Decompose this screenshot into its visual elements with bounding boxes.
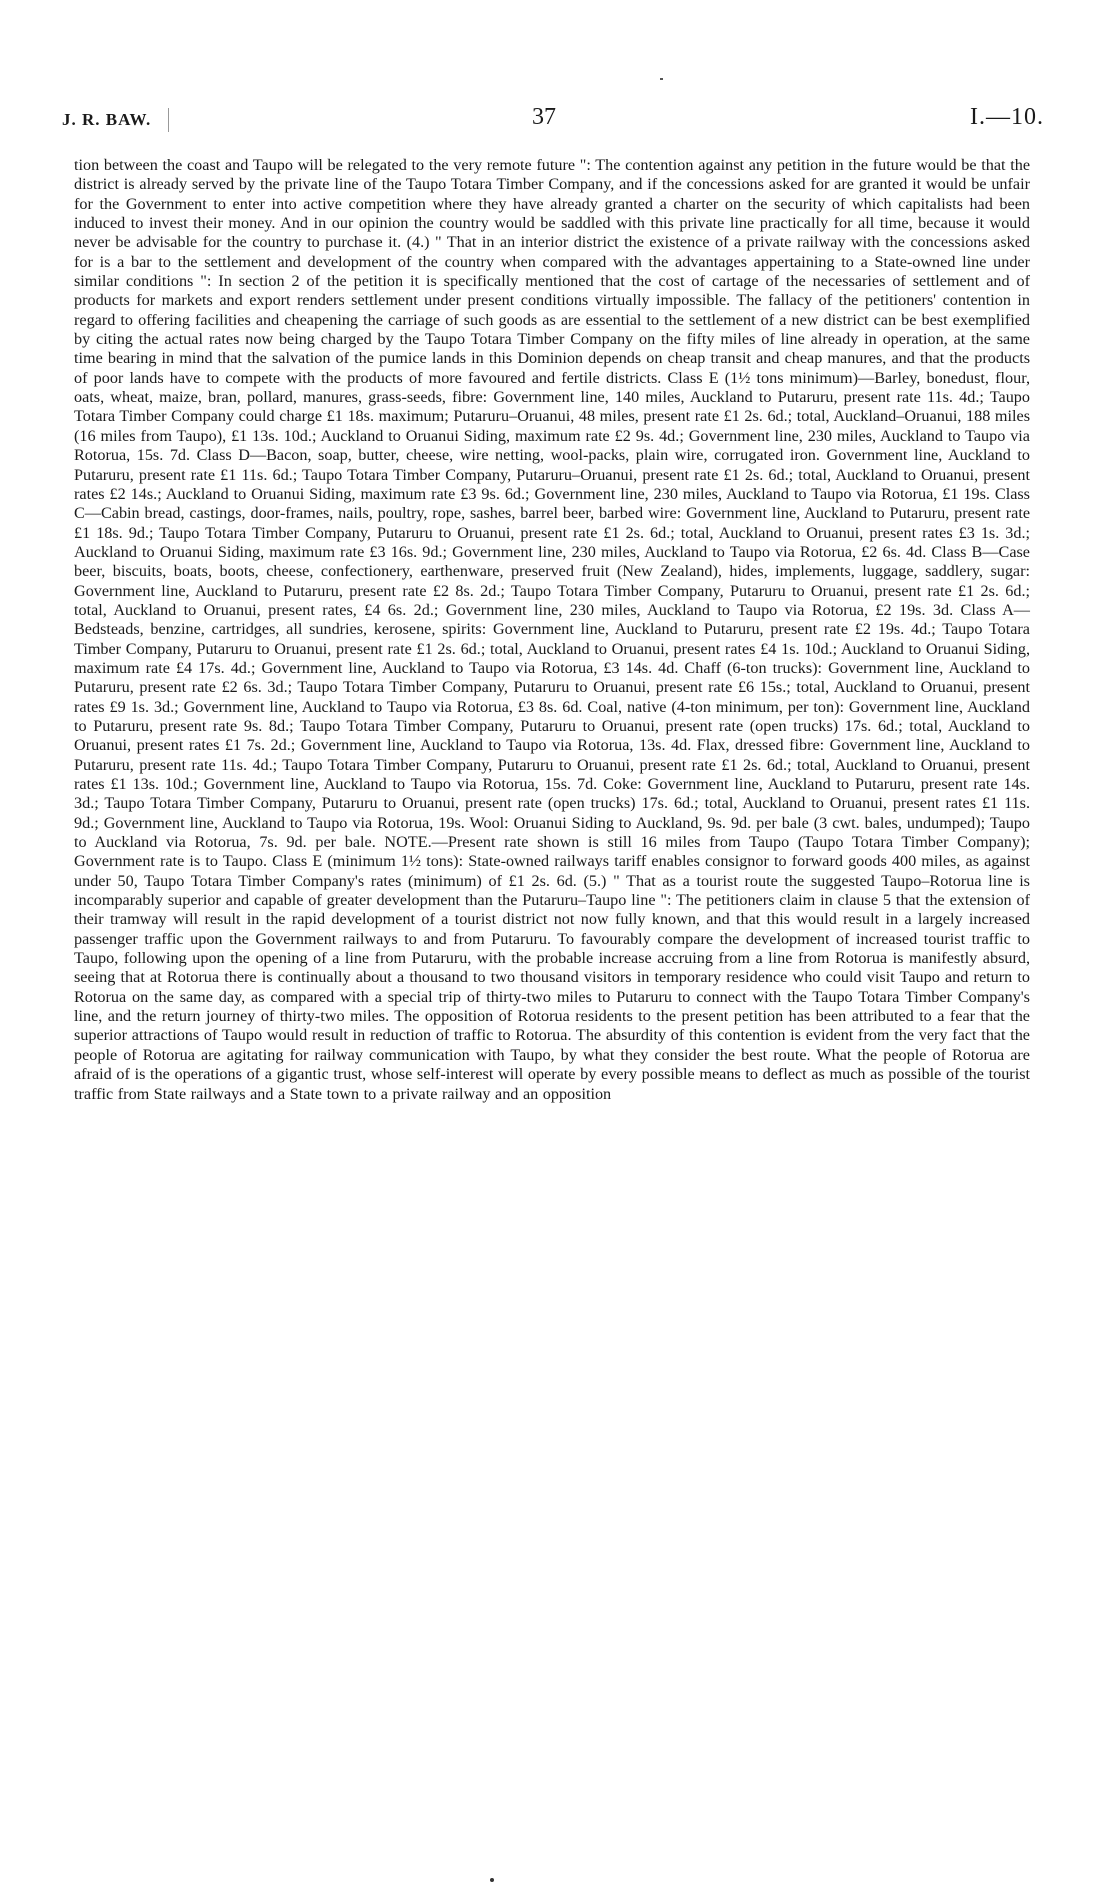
scan-speck xyxy=(660,78,663,80)
page-header xyxy=(62,104,1052,136)
scan-speck-bottom xyxy=(490,1878,494,1882)
paper-reference: I.—10. xyxy=(970,104,1044,130)
main-text xyxy=(74,156,1030,1104)
header-witness-name: J. R. BAW. xyxy=(62,110,152,129)
header-margin-mark xyxy=(168,108,169,132)
page-number: 37 xyxy=(532,104,556,130)
body-paragraph: tion between the coast and Taupo will be relegated to the very remote future ": The contention against any petition in the future would be that the district is already served by the private line of the Taupo Totara Timber Company, and if the concessions asked for are granted it would be unfair for the Government to enter into active competition where they have already granted a charter on the security of which capitalists had been induced to invest their money. And in our opinion the country would be saddled with this private line practically for all time, because it would never be advisable for the country to purchase it. (4.) " That in an interior district the existence of a private railway with the concessions asked for is a bar to the settlement and development of the country when compared with the advantages appertaining to a State-owned line under similar conditions ": In section 2 of the petition it is specifically mentioned that the cost of cartage of the necessaries of settlement and of products for markets and export renders settlement under present conditions virtually impossible. The fallacy of the petitioners' contention in regard to offering facilities and cheapening the carriage of such goods as are essential to the settlement of a new district can be best exemplified by citing the actual rates now being charged by the Taupo Totara Timber Company on the fifty miles of line already in operation, at the same time bearing in mind that the salvation of the pumice lands in this Dominion depends on cheap transit and cheap manures, and that the products of poor lands have to compete with the products of more favoured and fertile districts. Class E (1½ tons minimum)—Barley, bonedust, flour, oats, wheat, maize, bran, pollard, manures, grass-seeds, fibre: Government line, 140 miles, Auckland to Putaruru, present rate 11s. 4d.; Taupo Totara Timber Company could charge £1 18s. maximum; Putaruru–Oruanui, 48 miles, present rate £1 2s. 6d.; total, Auckland–Oruanui, 188 miles (16 miles from Taupo), £1 13s. 10d.; Auckland to Oruanui Siding, maximum rate £2 9s. 4d.; Government line, 230 miles, Auckland to Taupo via Rotorua, 15s. 7d. Class D—Bacon, soap, butter, cheese, wire netting, wool-packs, plain wire, corrugated iron. Government line, Auckland to Putaruru, present rate £1 11s. 6d.; Taupo Totara Timber Company, Putaruru–Oruanui, present rate £1 2s. 6d.; total, Auckland to Oruanui, present rates £2 14s.; Auckland to Oruanui Siding, maximum rate £3 9s. 6d.; Government line, 230 miles, Auckland to Taupo via Rotorua, £1 19s. Class C—Cabin bread, castings, door-frames, nails, poultry, rope, sashes, barrel beer, barbed wire: Government line, Auckland to Putaruru, present rate £1 18s. 9d.; Taupo Totara Timber Company, Putaruru to Oruanui, present rate £1 2s. 6d.; total, Auckland to Oruanui, present rates £3 1s. 3d.; Auckland to Oruanui Siding, maximum rate £3 16s. 9d.; Government line, 230 miles, Auckland to Taupo via Rotorua, £2 6s. 4d. Class B—Case beer, biscuits, boats, boots, cheese, confectionery, earthenware, preserved fruit (New Zealand), hides, implements, luggage, saddlery, sugar: Government line, Auckland to Putaruru, present rate £2 8s. 2d.; Taupo Totara Timber Company, Putaruru to Oruanui, present rate £1 2s. 6d.; total, Auckland to Oruanui, present rates, £4 6s. 2d.; Government line, 230 miles, Auckland to Taupo via Rotorua, £2 19s. 3d. Class A—Bedsteads, benzine, cartridges, all sundries, kerosene, spirits: Government line, Auckland to Putaruru, present rate £2 19s. 4d.; Taupo Totara Timber Company, Putaruru to Oruanui, present rate £1 2s. 6d.; total, Auckland to Oruanui, present rates £4 1s. 10d.; Auckland to Oruanui Siding, maximum rate £4 17s. 4d.; Government line, Auckland to Taupo via Rotorua, £3 14s. 4d. Chaff (6-ton trucks): Government line, Auckland to Putaruru, present rate £2 6s. 3d.; Taupo Totara Timber Company, Putaruru to Oruanui, present rate £6 15s.; total, Auckland to Oruanui, present rates £9 1s. 3d.; Government line, Auckland to Taupo via Rotorua, £3 8s. 6d. Coal, native (4-ton minimum, per ton): Government line, Auckland to Putaruru, present rate 9s. 8d.; Taupo Totara Timber Company, Putaruru to Oruanui, present rate (open trucks) 17s. 6d.; total, Auckland to Oruanui, present rates £1 7s. 2d.; Government line, Auckland to Taupo via Rotorua, 13s. 4d. Flax, dressed fibre: Government line, Auckland to Putaruru, present rate 11s. 4d.; Taupo Totara Timber Company, Putaruru to Oruanui, present rate £1 2s. 6d.; total, Auckland to Oruanui, present rates £1 13s. 10d.; Government line, Auckland to Taupo via Rotorua, 15s. 7d. Coke: Government line, Auckland to Putaruru, present rate 14s. 3d.; Taupo Totara Timber Company, Putaruru to Oruanui, present rate (open trucks) 17s. 6d.; total, Auckland to Oruanui, present rates £1 11s. 9d.; Government line, Auckland to Taupo via Rotorua, 19s. Wool: Oruanui Siding to Auckland, 9s. 9d. per bale (3 cwt. bales, undumped); Taupo to Auckland via Rotorua, 7s. 9d. per bale. NOTE.—Present rate shown is still 16 miles from Taupo (Taupo Totara Timber Company); Government rate is to Taupo. Class E (minimum 1½ tons): State-owned railways tariff enables consignor to forward goods 400 miles, as against under 50, Taupo Totara Timber Company's rates (minimum) of £1 2s. 6d. (5.) " That as a tourist route the suggested Taupo–Rotorua line is incomparably superior and capable of greater development than the Putaruru–Taupo line ": The petitioners claim in clause 5 that the extension of their tramway will result in the rapid development of a tourist district not now fully known, and that this would result in a largely increased passenger traffic upon the Government railways to and from Putaruru. To favourably compare the development of increased tourist traffic to Taupo, following upon the opening of a line from Putaruru, with the probable increase accruing from a line from Rotorua is manifestly absurd, seeing that at Rotorua there is continually about a thousand to two thousand visitors in temporary residence who could visit Taupo and return to Rotorua on the same day, as compared with a special trip of thirty-two miles to Putaruru to connect with the Taupo Totara Timber Company's line, and the return journey of thirty-two miles. The opposition of Rotorua residents to the present petition has been attributed to a fear that the superior attractions of Taupo would result in reduction of traffic to Rotorua. The absurdity of this contention is evident from the very fact that the people of Rotorua are agitating for railway communication with Taupo, by what they consider the best route. What the people of Rotorua are afraid of is the operations of a gigantic trust, whose self-interest will operate by every possible means to deflect as much as possible of the tourist traffic from State railways and a State town to a private railway and an opposition xyxy=(74,156,1030,1103)
